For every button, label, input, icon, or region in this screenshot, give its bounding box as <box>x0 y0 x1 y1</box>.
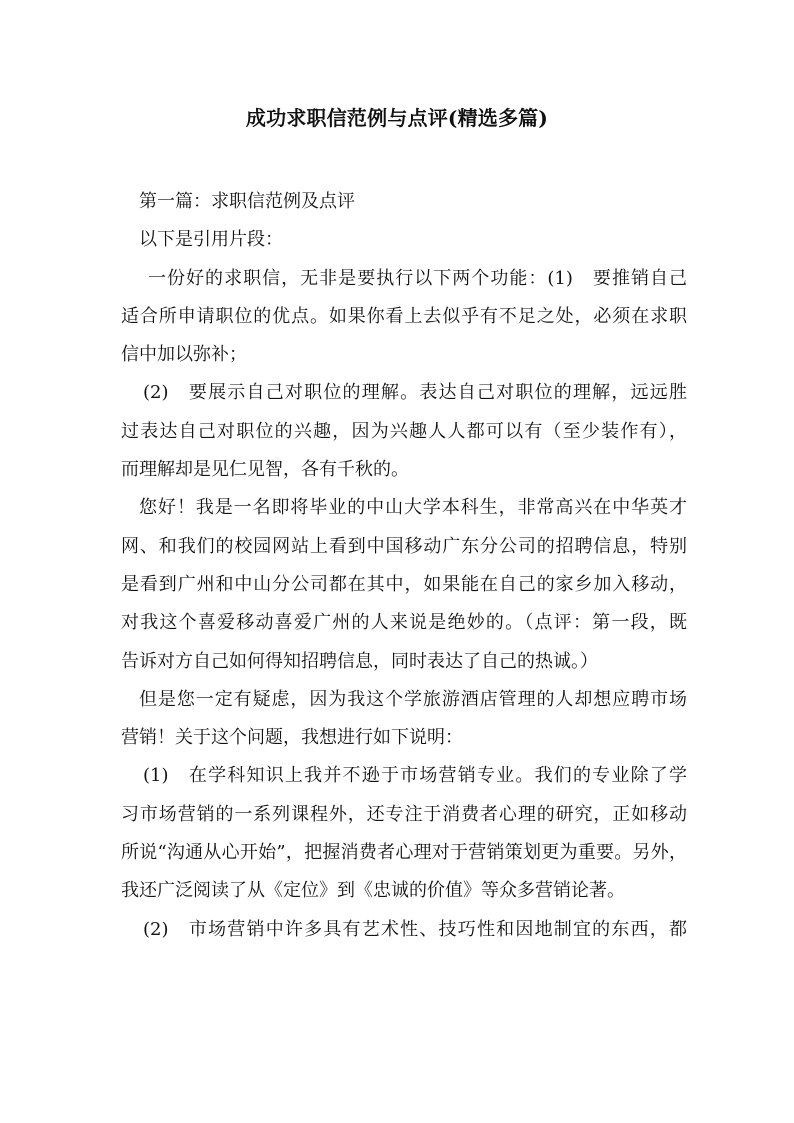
paragraph-line: 对我这个喜爱移动喜爱广州的人来说是绝妙的。（点评：第一段，既 <box>121 612 687 634</box>
paragraph-line: 而理解却是见仁见智，各有千秋的。 <box>121 459 409 481</box>
paragraph-line: 习市场营销的一系列课程外，还专注于消费者心理的研究，正如移动 <box>121 803 687 825</box>
paragraph-line: 告诉对方自己如何得知招聘信息，同时表达了自己的热诚。） <box>121 650 598 672</box>
paragraph-line: 所说“沟通从心开始”，把握消费者心理对于营销策划更为重要。另外， <box>121 842 687 864</box>
paragraph-line: 适合所申请职位的优点。如果你看上去似乎有不足之处，必须在求职 <box>121 305 687 327</box>
section-heading: 第一篇：求职信范例及点评 <box>139 191 355 212</box>
paragraph-line: 我还广泛阅读了从《定位》到《忠诚的价值》等众多营销论著。 <box>121 880 625 902</box>
paragraph-line: (1) 在学科知识上我并不逊于市场营销专业。我们的专业除了学 <box>143 765 687 787</box>
paragraph-line: (2) 市场营销中许多具有艺术性、技巧性和因地制宜的东西，都 <box>143 918 687 940</box>
paragraph-line: 一份好的求职信，无非是要执行以下两个功能：(1) 要推销自己 <box>148 267 687 289</box>
paragraph-line: 过表达自己对职位的兴趣，因为兴趣人人都可以有（至少装作有）， <box>121 420 687 442</box>
paragraph-line: 您好！我是一名即将毕业的中山大学本科生，非常高兴在中华英才 <box>139 497 687 519</box>
document-body <box>121 183 687 949</box>
paragraph-line: 网、和我们的校园网站上看到中国移动广东分公司的招聘信息，特别 <box>121 535 687 557</box>
paragraph-line: 但是您一定有疑虑，因为我这个学旅游酒店管理的人却想应聘市场 <box>139 688 687 710</box>
document-title: 成功求职信范例与点评(精选多篇) <box>245 106 549 130</box>
paragraph-line: 营销！关于这个问题，我想进行如下说明： <box>121 727 463 749</box>
paragraph-line: 以下是引用片段： <box>139 229 283 251</box>
paragraph-line: 是看到广州和中山分公司都在其中，如果能在自己的家乡加入移动， <box>121 573 687 595</box>
paragraph-line: (2) 要展示自己对职位的理解。表达自己对职位的理解，远远胜 <box>143 382 687 404</box>
paragraph-line: 信中加以弥补； <box>121 344 247 366</box>
